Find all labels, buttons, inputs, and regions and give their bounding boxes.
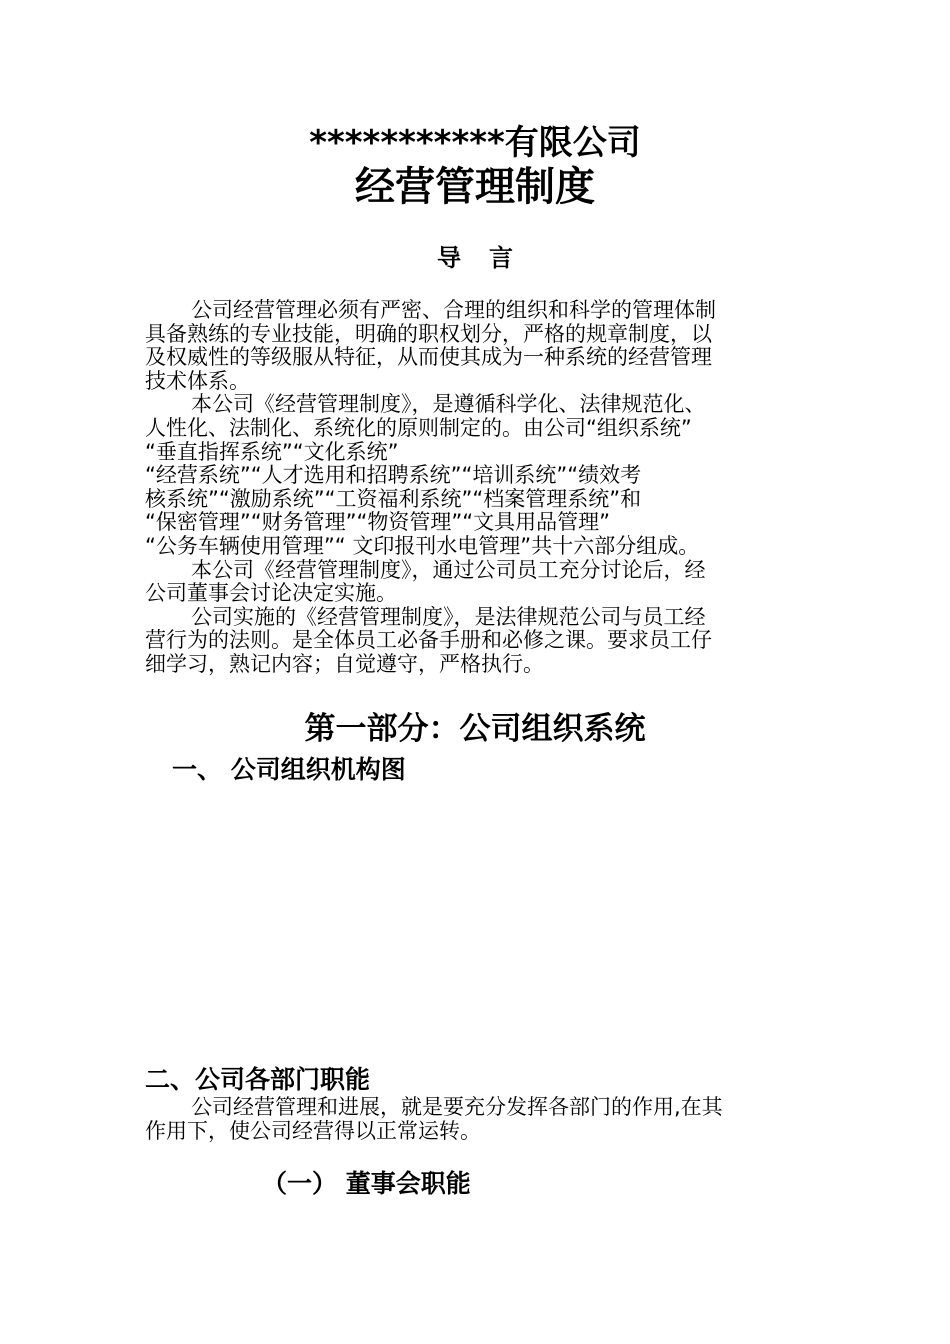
intro-line: 营行为的法则。是全体员工必备手册和必修之课。要求员工仔	[145, 628, 712, 653]
intro-paragraphs	[145, 299, 807, 677]
intro-line: 本公司《经营管理制度》，是遵循科学化、法律规范化、	[191, 392, 706, 417]
intro-line: 公司董事会讨论决定实施。	[145, 581, 397, 606]
intro-line: 本公司《经营管理制度》，通过公司员工充分讨论后，经	[191, 557, 706, 582]
part-one-heading: 第一部分：公司组织系统	[304, 711, 646, 747]
section-one-heading: 一、 公司组织机构图	[172, 755, 406, 784]
intro-line: “经营系统”“人才选用和招聘系统”“培训系统”“绩效考	[145, 463, 642, 488]
intro-line: 具备熟练的专业技能，明确的职权划分，严格的规章制度，以	[145, 321, 712, 346]
section-two-line: 作用下，使公司经营得以正常运转。	[145, 1118, 481, 1143]
intro-line: 核系统”“激励系统”“工资福利系统”“档案管理系统”和	[145, 486, 642, 511]
intro-line: 人性化、法制化、系统化的原则制定的。由公司“组织系统”	[145, 415, 692, 440]
intro-line: “保密管理”“财务管理”“物资管理”“文具用品管理”	[145, 510, 611, 535]
section-two-paragraph	[145, 1096, 807, 1143]
section-two-line: 公司经营管理和进展，就是要充分发挥各部门的作用,在其	[191, 1095, 723, 1119]
intro-heading: 导言	[437, 244, 541, 272]
intro-line: 公司实施的《经营管理制度》，是法律规范公司与员工经	[191, 604, 706, 629]
intro-line: 细学习，熟记内容；自觉遵守，严格执行。	[145, 651, 544, 676]
intro-line: “公务车辆使用管理”“ 文印报刊水电管理”共十六部分组成。	[145, 533, 700, 558]
main-title: 经营管理制度	[355, 163, 595, 210]
intro-line: 及权威性的等级服从特征，从而使其成为一种系统的经营管理	[145, 345, 712, 370]
intro-line: 公司经营管理必须有严密、合理的组织和科学的管理体制	[191, 298, 716, 322]
intro-line: “垂直指挥系统”“文化系统”	[145, 439, 399, 464]
intro-line: 技术体系。	[145, 368, 250, 393]
org-chart-placeholder	[145, 795, 807, 1050]
subsection-heading: （一） 董事会职能	[262, 1169, 471, 1198]
section-two-heading: 二、公司各部门职能	[145, 1065, 371, 1094]
company-title: ***********有限公司	[309, 123, 641, 163]
